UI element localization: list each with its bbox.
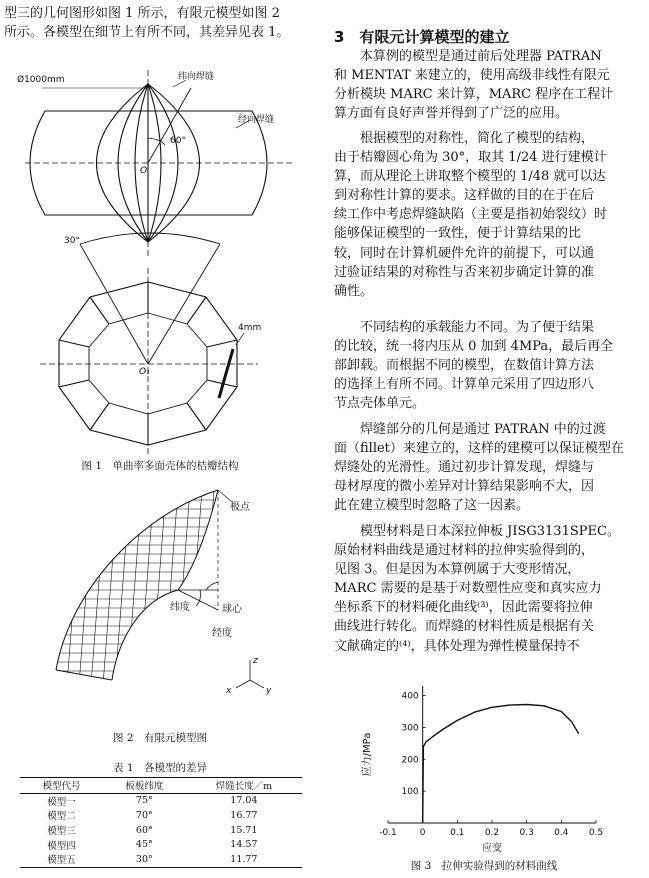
table-cell: 模型三 [47,826,76,838]
stress-strain-curve [423,705,579,824]
text-line: 根据模型的对称性，简化了模型的结构， [360,131,595,146]
text-line: 节点壳体单元。 [334,396,426,412]
x-tick-label: 0.3 [519,828,534,838]
text-line: 焊缝部分的几何是通过 PATRAN 中的过渡 [360,422,606,437]
table-cell: 30° [103,852,186,867]
center-o1-label: O₁ [139,367,150,377]
paragraph-5 [334,522,634,656]
pole-label: 极点 [230,502,250,513]
figure-2-caption: 图 2 有限元模型图 [112,732,208,744]
longitudinal-weld-label: 经向焊缝 [238,115,275,125]
figure-2-drawing [0,470,320,710]
text-line: 算方面有良好声誉并得到了广泛的应用。 [334,106,569,122]
angle-60-label: 60° [170,136,186,146]
table-header: 板板纬度 [103,778,186,794]
text-line: 文献确定的⁽⁴⁾，具体处理为弹性模量保持不 [334,638,580,654]
text-line: 和 MENTAT 来建立的，使用高级非线性有限元 [334,68,610,84]
table-cell: 模型五 [20,852,103,867]
table-1-title: 表 1 各模型的差异 [112,762,208,774]
table-row [20,793,302,808]
text-line: 不同结构的承载能力不同。为了便于结果 [360,320,595,335]
angle-30-label: 30° [64,236,80,246]
text-line: 坐标系下的材料硬化曲线⁽³⁾，因此需要将拉伸 [334,600,593,616]
figure-1-caption: 图 1 单曲率多面壳体的桔瓣结构 [81,460,239,472]
text-line: 确性。 [334,283,374,299]
y-tick-label: 300 [401,723,419,734]
center-o-label: O [140,166,148,176]
stress-strain-chart [362,672,622,862]
table-cell: 11.77 [186,852,302,867]
text-line: MARC 需要的是基于对数塑性应变和真实应力 [334,581,602,597]
paragraph-4 [334,420,634,515]
latitudinal-weld-label: 纬向焊缝 [178,72,215,82]
table-row [20,823,302,838]
table-cell: 75° [135,795,153,807]
latitude-label: 纬度 [170,602,190,613]
paragraph-3 [334,318,634,413]
table-cell: 模型一 [47,796,76,808]
table-row [20,852,302,867]
text-line: 面（fillet）来建立的，这样的建模可以保证模型在 [334,441,624,457]
table-cell: 17.04 [230,795,258,807]
paragraph-2 [334,129,634,301]
table-cell: 模型四 [47,840,76,852]
text-line: 能够保证模型的一致性，便于计算结果的比 [334,226,582,242]
x-tick-label: -0.1 [379,828,397,838]
intro-line: 型三的几何图形如图 1 所示，有限元模型如图 2 [4,6,280,21]
text-line: 见图 3。但是因为本算例属于大变形情况， [334,562,581,578]
section-title: 3 有限元计算模型的建立 [334,28,510,46]
text-line: 算，而从理论上讲取整个模型的 1/48 就可以达 [334,169,606,185]
sphere-center-label: 球心 [222,604,242,615]
text-line: 模型材料是日本深拉伸板 JISG3131SPEC。 [360,524,620,539]
text-line: 到对称性计算的要求。这样做的目的在于在后 [334,188,595,204]
model-differences-table [20,777,302,868]
text-line: 过验证结果的对称性与否来初步确定计算的准 [334,264,595,280]
table-header: 焊缝长度／m [186,778,302,794]
longitude-label: 经度 [212,628,232,639]
x-tick-label: 0.1 [450,828,465,838]
table-row [20,808,302,823]
x-tick-label: 0.5 [588,828,604,838]
table-header: 模型代号 [20,778,103,794]
y-tick-label: 400 [401,691,419,702]
axis-z-label: z [253,656,258,666]
thickness-label: 4mm [238,323,262,333]
intro-line: 所示。各模型在细节上有所不同，其差异见表 1。 [4,25,290,41]
table-row [20,837,302,852]
text-line: 原始材料曲线是通过材料的拉伸实验得到的， [334,543,595,559]
text-line: 续工作中考虑焊缝缺陷（主要是指初始裂纹）时 [334,207,608,223]
axis-y-label: y [266,686,272,696]
figure-3-caption: 图 3 拉伸实验得到的材料曲线 [410,860,558,872]
table-cell: 60° [135,824,153,836]
table-cell: 45° [135,839,153,851]
y-tick-label: 100 [401,787,419,798]
paragraph-1 [334,47,634,123]
x-tick-label: 0.2 [484,828,500,838]
table-cell: 70° [135,809,153,821]
text-line: 较，同时在计算机硬件允许的前提下，可以通 [334,245,595,261]
x-axis-label: 应变 [482,843,502,854]
table-cell: 14.57 [230,839,258,851]
text-line: 母材厚度的微小差异对计算结果影响不大，因 [334,479,595,495]
text-line: 本算例的模型是通过前后处理器 PATRAN [360,49,602,64]
text-line: 此在建立模型时忽略了这一因素。 [334,498,530,514]
table-cell: 15.71 [230,824,258,836]
x-tick-label: 0.4 [554,828,569,838]
diameter-label: Ø1000mm [17,75,65,85]
text-line: 的选择上有所不同。计算单元采用了四边形八 [334,377,595,393]
text-line: 部卸载。而根据不同的模型，在数值计算方法 [334,358,595,374]
table-header-row [20,778,302,794]
axis-x-label: x [226,686,232,696]
y-axis-label: 应力/MPa [362,732,373,777]
text-line: 由于桔瓣圆心角为 30°，取其 1/24 进行建模计 [334,150,607,166]
text-line: 分析模块 MARC 来计算，MARC 程序在工程计 [334,87,614,103]
text-line: 焊缝处的光滑性。通过初步计算发现，焊缝与 [334,460,595,476]
text-line: 曲线进行转化。而焊缝的材料性质是根据有关 [334,619,595,635]
table-cell: 模型二 [47,811,76,823]
figure-1-drawing [0,0,320,400]
table-cell: 16.77 [230,809,258,821]
y-tick-label: 200 [401,755,419,766]
text-line: 的比较，统一将内压从 0 加到 4MPa，最后再全 [334,339,614,355]
x-tick-label: 0 [419,828,426,838]
